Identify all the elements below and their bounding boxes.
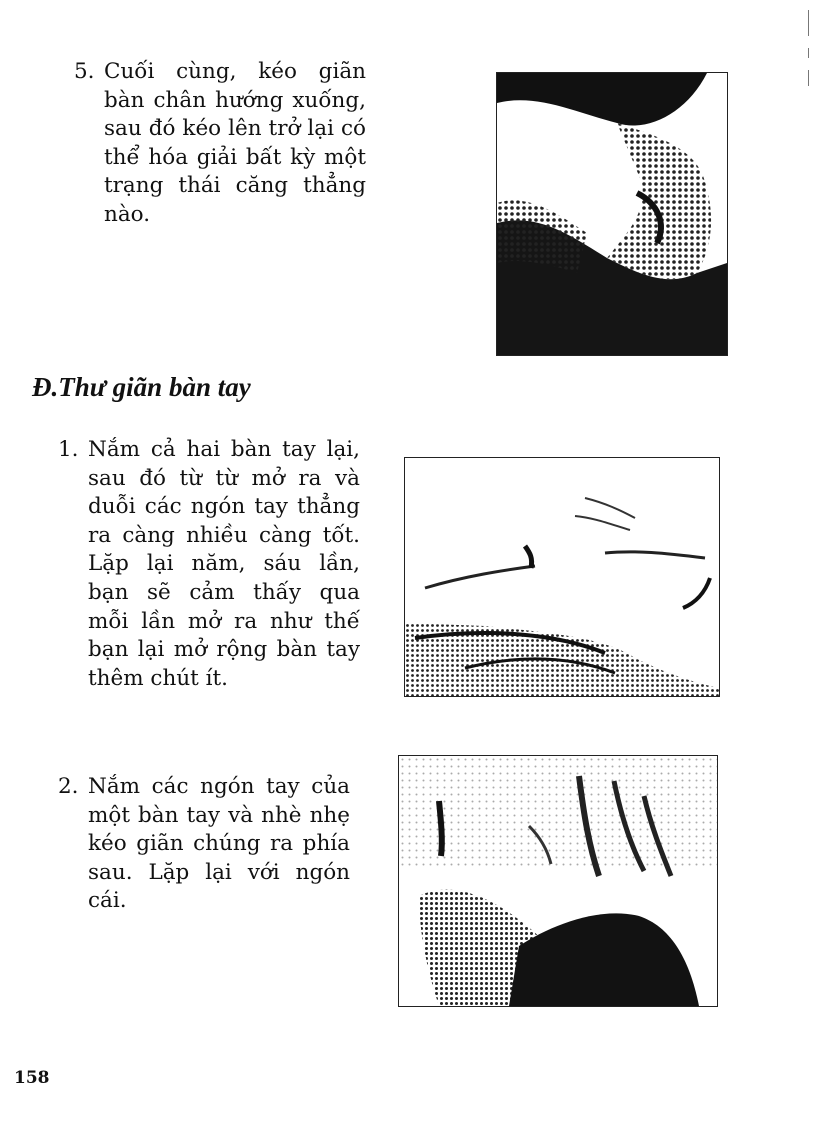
exercise-item-2 [58,773,350,916]
section-heading: Đ.Thư giãn bàn tay [32,372,251,402]
edge-mark [808,70,809,86]
item-text: Nắm các ngón tay của một bàn tay và nhè nhẹ kéo giãn chúng ra phía sau. Lặp lại với ngón cái. [88,774,350,914]
item-text: Cuối cùng, kéo giãn bàn chân hướng xuống, sau đó kéo lên trở lại có thể hóa giải bất kỳ một trạng thái căng thẳng nào. [104,59,366,227]
item-number: 5. [74,59,95,84]
exercise-item-5 [74,58,366,230]
edge-mark [808,48,809,58]
finger-stretch-illustration [398,755,718,1007]
exercise-item-1 [58,436,360,693]
item-text: Nắm cả hai bàn tay lại, sau đó từ từ mở ra và duỗi các ngón tay thẳng ra càng nhiều càng tốt. Lặp lại năm, sáu lần, bạn sẽ cảm thấy qua mỗi lần mở ra như thế bạn lại mở rộng bàn tay thêm chút ít. [88,437,360,691]
page-number: 158 [14,1068,50,1088]
item-number: 2. [58,774,79,799]
item-number: 1. [58,437,79,462]
open-hands-illustration [404,457,720,697]
edge-mark [808,10,809,36]
foot-stretch-illustration [496,72,728,356]
